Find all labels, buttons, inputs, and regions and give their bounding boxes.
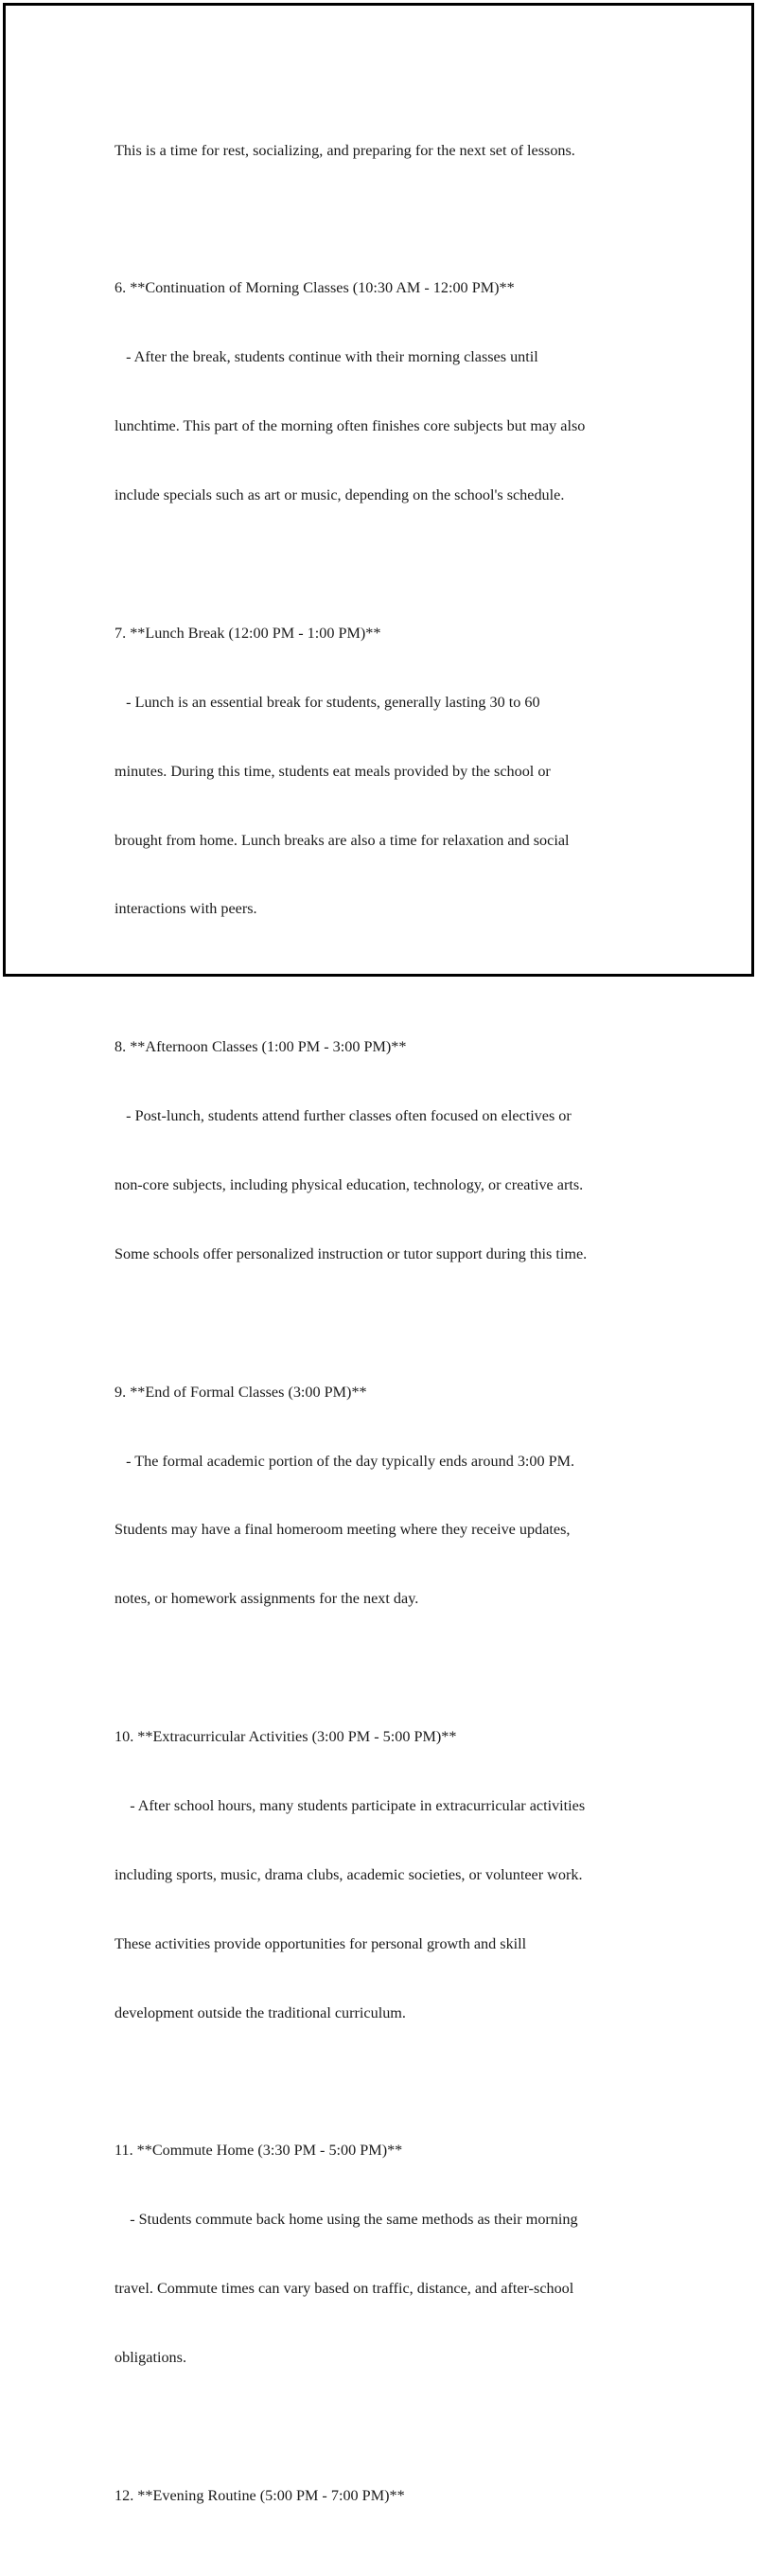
item-heading: 9. **End of Formal Classes (3:00 PM)** — [114, 1383, 367, 1401]
text-line: This is a time for rest, socializing, and preparing for the next set of lessons. — [114, 141, 575, 159]
text-line: - Lunch is an essential break for students, generally lasting 30 to 60 — [114, 693, 540, 711]
item-heading: 6. **Continuation of Morning Classes (10:30 AM - 12:00 PM)** — [114, 279, 515, 297]
text-line: brought from home. Lunch breaks are also a time for relaxation and social — [114, 831, 570, 849]
item-heading: 8. **Afternoon Classes (1:00 PM - 3:00 PM)** — [114, 1038, 407, 1056]
text-line: non-core subjects, including physical education, technology, or creative arts. — [114, 1175, 584, 1193]
paragraph-item-12 — [114, 2438, 663, 2552]
document-page — [3, 3, 754, 2504]
item-heading: 12. **Evening Routine (5:00 PM - 7:00 PM)** — [114, 2486, 405, 2504]
paragraph-item-11 — [114, 2093, 663, 2415]
paragraph-item-6 — [114, 231, 663, 553]
text-line: travel. Commute times can vary based on traffic, distance, and after-school — [114, 2280, 574, 2298]
text-line: development outside the traditional curriculum. — [114, 2003, 406, 2021]
paragraph-item-10 — [114, 1679, 663, 2070]
text-line: notes, or homework assignments for the next day. — [114, 1590, 419, 1608]
document-body — [114, 93, 663, 2576]
paragraph-item-8 — [114, 990, 663, 1312]
text-line: - Students commute back home using the same methods as their morning — [114, 2211, 578, 2229]
paragraph-item-9 — [114, 1334, 663, 1656]
text-line: Some schools offer personalized instruction or tutor support during this time. — [114, 1244, 588, 1262]
text-line: interactions with peers. — [114, 900, 257, 918]
text-line: - The formal academic portion of the day typically ends around 3:00 PM. — [114, 1452, 575, 1470]
text-line: - After the break, students continue with their morning classes until — [114, 348, 538, 366]
paragraph-item-7 — [114, 575, 663, 966]
paragraph-intro — [114, 93, 663, 207]
text-line: - Post-lunch, students attend further classes often focused on electives or — [114, 1107, 572, 1125]
text-line: - After school hours, many students participate in extracurricular activities — [114, 1796, 586, 1814]
item-heading: 7. **Lunch Break (12:00 PM - 1:00 PM)** — [114, 624, 381, 642]
text-line: lunchtime. This part of the morning often finishes core subjects but may also — [114, 417, 586, 435]
text-line: minutes. During this time, students eat meals provided by the school or — [114, 762, 551, 780]
text-line: obligations. — [114, 2349, 186, 2367]
text-line: include specials such as art or music, depending on the school's schedule. — [114, 486, 565, 504]
text-line: These activities provide opportunities for personal growth and skill — [114, 1934, 527, 1952]
text-line: Students may have a final homeroom meeting where they receive updates, — [114, 1521, 571, 1539]
text-line: including sports, music, drama clubs, academic societies, or volunteer work. — [114, 1865, 583, 1883]
item-heading: 10. **Extracurricular Activities (3:00 PM - 5:00 PM)** — [114, 1728, 457, 1746]
item-heading: 11. **Commute Home (3:30 PM - 5:00 PM)** — [114, 2142, 403, 2160]
